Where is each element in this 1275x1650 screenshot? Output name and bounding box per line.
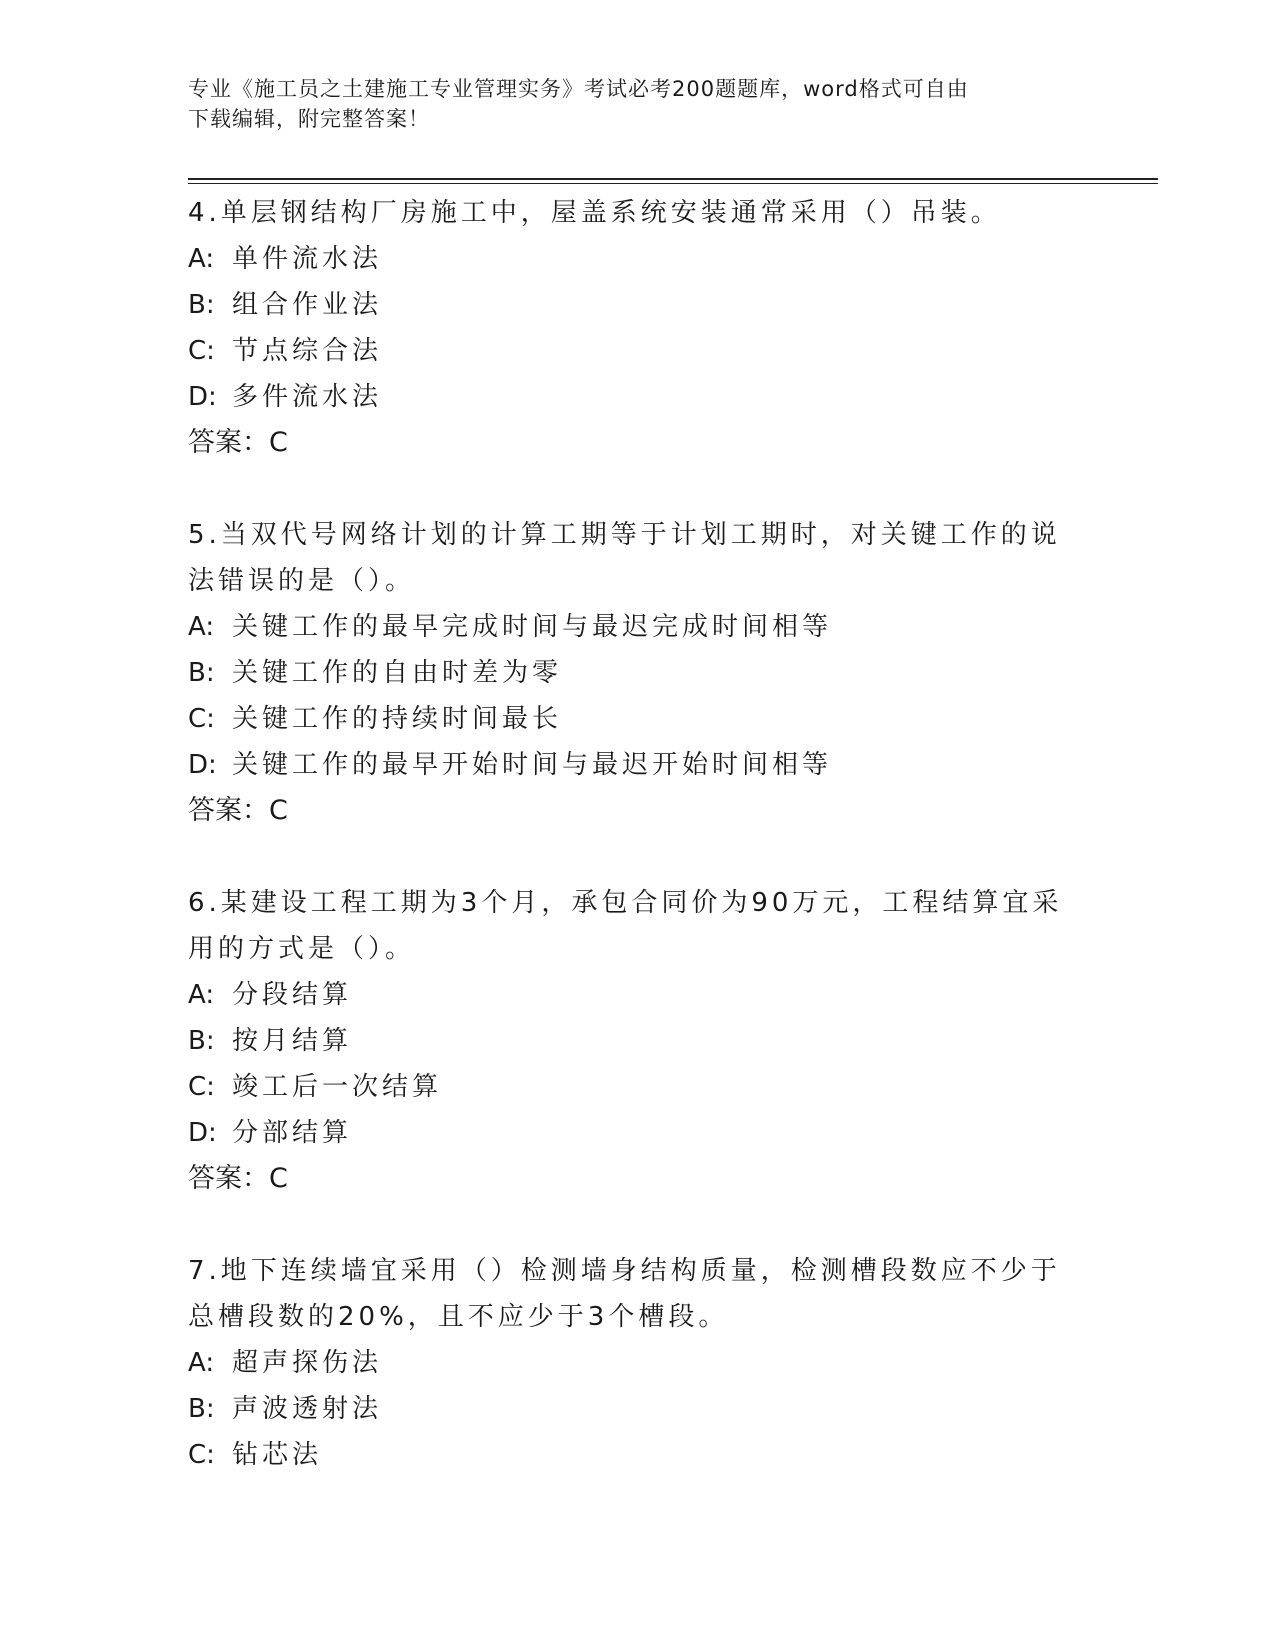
question-6 — [188, 880, 1088, 1202]
option-text: 节点综合法 — [232, 336, 383, 366]
option-a — [188, 236, 1088, 282]
option-text: 分部结算 — [232, 1118, 353, 1148]
document-header — [188, 74, 1088, 134]
option-text: 竣工后一次结算 — [232, 1072, 443, 1102]
option-text: 组合作业法 — [232, 290, 383, 320]
option-text: 分段结算 — [232, 980, 353, 1010]
option-letter: C: — [188, 1072, 215, 1102]
option-letter: A: — [188, 1348, 215, 1378]
option-letter: A: — [188, 612, 215, 642]
answer-line: 答案：C — [188, 795, 288, 826]
option-a — [188, 1340, 1088, 1386]
question-7 — [188, 1248, 1088, 1478]
question-stem: 4.单层钢结构厂房施工中，屋盖系统安装通常采用（）吊装。 — [188, 198, 1001, 228]
option-c — [188, 696, 1088, 742]
question-stem: 6.某建设工程工期为3个月，承包合同价为90万元，工程结算宜采用的方式是（）。 — [188, 888, 1063, 964]
answer-line: 答案：C — [188, 1163, 288, 1194]
option-letter: C: — [188, 704, 215, 734]
option-b — [188, 650, 1088, 696]
question-stem: 7.地下连续墙宜采用（）检测墙身结构质量，检测槽段数应不少于总槽段数的20%，且不应少于3个槽段。 — [188, 1256, 1061, 1332]
option-a — [188, 604, 1088, 650]
option-b — [188, 282, 1088, 328]
question-5 — [188, 512, 1088, 834]
answer-line: 答案：C — [188, 427, 288, 458]
option-text: 超声探伤法 — [232, 1348, 383, 1378]
question-list — [188, 190, 1088, 1524]
option-text: 单件流水法 — [232, 244, 383, 274]
header-divider-thin — [188, 183, 1158, 184]
option-letter: D: — [188, 382, 217, 412]
option-c — [188, 1064, 1088, 1110]
option-letter: D: — [188, 1118, 217, 1148]
option-b — [188, 1018, 1088, 1064]
question-stem: 5.当双代号网络计划的计算工期等于计划工期时，对关键工作的说法错误的是（）。 — [188, 520, 1061, 596]
option-letter: A: — [188, 980, 215, 1010]
option-d — [188, 742, 1088, 788]
option-letter: C: — [188, 336, 215, 366]
option-d — [188, 1110, 1088, 1156]
header-divider-thick — [188, 178, 1158, 180]
option-text: 钻芯法 — [232, 1440, 323, 1470]
option-text: 关键工作的持续时间最长 — [232, 704, 563, 734]
option-letter: C: — [188, 1440, 215, 1470]
option-letter: B: — [188, 658, 215, 688]
option-a — [188, 972, 1088, 1018]
option-b — [188, 1386, 1088, 1432]
option-text: 关键工作的最早开始时间与最迟开始时间相等 — [232, 750, 833, 780]
header-line-2: 下载编辑，附完整答案！ — [188, 107, 430, 131]
option-c — [188, 1432, 1088, 1478]
option-text: 声波透射法 — [232, 1394, 383, 1424]
header-line-1: 专业《施工员之土建施工专业管理实务》考试必考200题题库，word格式可自由 — [188, 77, 969, 101]
option-letter: A: — [188, 244, 215, 274]
option-c — [188, 328, 1088, 374]
option-letter: B: — [188, 1394, 215, 1424]
option-text: 关键工作的最早完成时间与最迟完成时间相等 — [232, 612, 833, 642]
option-text: 按月结算 — [232, 1026, 353, 1056]
option-text: 多件流水法 — [232, 382, 383, 412]
question-4 — [188, 190, 1088, 466]
option-text: 关键工作的自由时差为零 — [232, 658, 563, 688]
option-letter: D: — [188, 750, 217, 780]
option-d — [188, 374, 1088, 420]
option-letter: B: — [188, 290, 215, 320]
option-letter: B: — [188, 1026, 215, 1056]
